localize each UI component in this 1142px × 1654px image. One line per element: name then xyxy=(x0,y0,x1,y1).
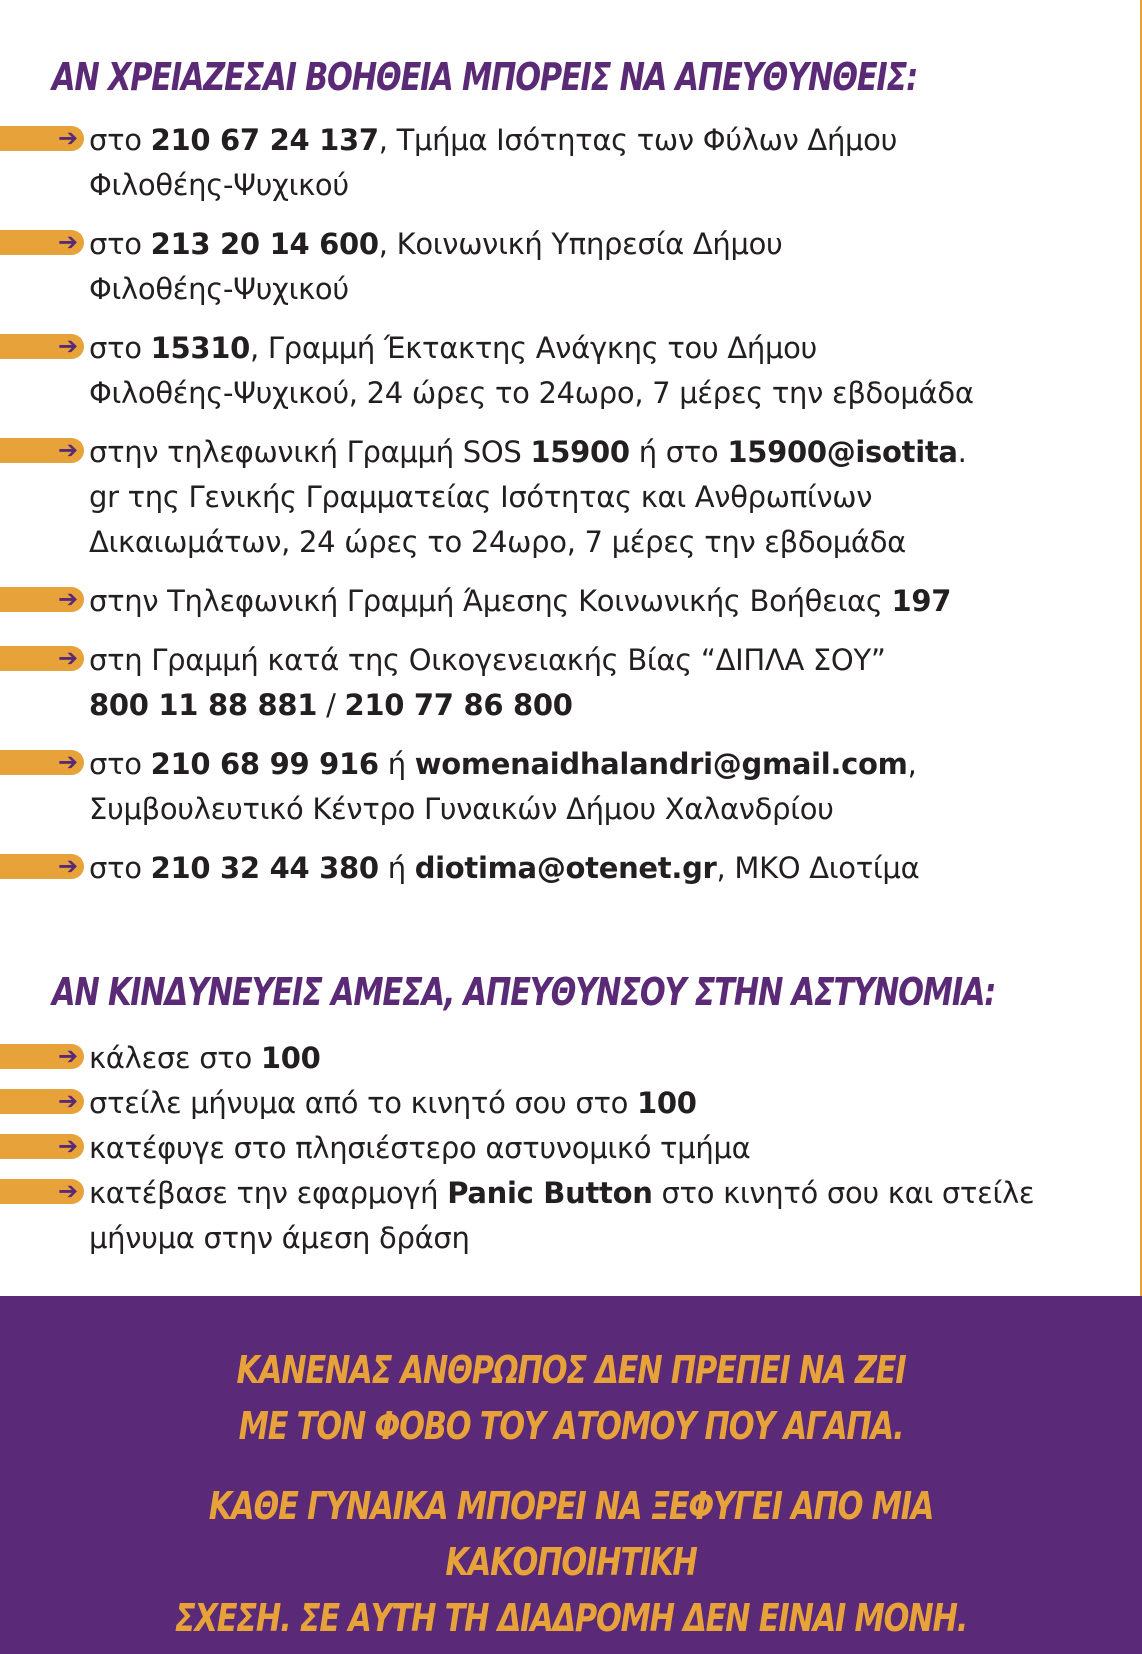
item-text: στο 210 68 99 916 ή womenaidhalandri@gmail.com, Συμβουλευτικό Κέντρο Γυναικών Δήμου Χαλανδρίου xyxy=(89,747,917,826)
help-item-women-center xyxy=(0,742,1142,832)
email-link[interactable]: 15900@isotita xyxy=(727,435,958,469)
arrow-right-icon: ➔ xyxy=(57,228,79,256)
help-item-emergency-line xyxy=(0,326,1142,416)
arrow-right-icon: ➔ xyxy=(57,644,79,672)
item-text: κάλεσε στο 100 xyxy=(89,1041,321,1075)
phone-number[interactable]: 210 68 99 916 xyxy=(150,747,379,781)
help-heading: ΑΝ ΧΡΕΙΑΖΕΣΑΙ ΒΟΗΘΕΙΑ ΜΠΟΡΕΙΣ ΝΑ ΑΠΕΥΘΥΝΘΕΙΣ: xyxy=(52,55,918,99)
help-contact-list xyxy=(0,118,1142,905)
item-text: στο 210 32 44 380 ή diotima@otenet.gr, ΜΚΟ Διοτίμα xyxy=(89,851,920,885)
phone-number[interactable]: 15900 xyxy=(530,435,630,469)
item-text: κατέφυγε στο πλησιέστερο αστυνομικό τμήμα xyxy=(89,1131,751,1165)
arrow-right-icon: ➔ xyxy=(57,332,79,360)
item-text: στην τηλεφωνική Γραμμή SOS 15900 ή στο 15900@isotita. gr της Γενικής Γραμματείας Ισότητας και Ανθρωπίνων Δικαιωμάτων, 24 ώρες το 24ωρο, 7 μέρες την εβδομάδα xyxy=(89,435,967,559)
phone-number[interactable]: 210 67 24 137 xyxy=(150,123,379,157)
item-text: στην Τηλεφωνική Γραμμή Άμεσης Κοινωνικής Βοήθειας 197 xyxy=(89,584,952,618)
arrow-right-icon: ➔ xyxy=(57,1132,79,1160)
police-heading: ΑΝ ΚΙΝΔΥΝΕΥΕΙΣ ΑΜΕΣΑ, ΑΠΕΥΘΥΝΣΟΥ ΣΤΗΝ ΑΣΤΥΝΟΜΙΑ: xyxy=(52,970,996,1014)
slogan-fear: ΚΑΝΕΝΑΣ ΑΝΘΡΩΠΟΣ ΔΕΝ ΠΡΕΠΕΙ ΝΑ ΖΕΙ ΜΕ ΤΟΝ ΦΟΒΟ ΤΟΥ ΑΤΟΜΟΥ ΠΟΥ ΑΓΑΠΑ. xyxy=(236,1348,906,1448)
help-item-social-service xyxy=(0,222,1142,312)
help-item-sos-line xyxy=(0,430,1142,565)
email-link[interactable]: diotima@otenet.gr xyxy=(414,851,717,885)
item-text: στο 210 67 24 137, Τμήμα Ισότητας των Φύλων Δήμου Φιλοθέης-Ψυχικού xyxy=(89,123,898,202)
footer-banner xyxy=(0,1296,1142,1654)
police-item-panic-button xyxy=(0,1171,1142,1261)
help-item-domestic-violence-line xyxy=(0,638,1142,728)
police-item-call xyxy=(0,1036,1142,1081)
item-text: στη Γραμμή κατά της Οικογενειακής Βίας “ΔΙΠΛΑ ΣΟΥ” 800 11 88 881 / 210 77 86 800 xyxy=(89,643,886,722)
phone-number[interactable]: 210 32 44 380 xyxy=(150,851,379,885)
phone-number[interactable]: 100 xyxy=(636,1086,697,1120)
police-action-list xyxy=(0,1036,1142,1261)
item-text: στείλε μήνυμα από το κινητό σου στο 100 xyxy=(89,1086,697,1120)
police-item-sms xyxy=(0,1081,1142,1126)
phone-number[interactable]: 800 11 88 881 xyxy=(89,688,318,722)
slogan-escape: ΚΑΘΕ ΓΥΝΑΙΚΑ ΜΠΟΡΕΙ ΝΑ ΞΕΦΥΓΕΙ ΑΠΟ ΜΙΑ ΚΑΚΟΠΟΙΗΤΙΚΗ ΣΧΕΣΗ. ΣΕ ΑΥΤΗ ΤΗ ΔΙΑΔΡΟΜΗ ΔΕΝ ΕΙΝΑΙ ΜΟΝΗ. xyxy=(174,1484,968,1640)
arrow-right-icon: ➔ xyxy=(57,1042,79,1070)
item-text: στο 213 20 14 600, Κοινωνική Υπηρεσία Δήμου Φιλοθέης-Ψυχικού xyxy=(89,227,783,306)
help-item-social-assistance xyxy=(0,579,1142,624)
arrow-right-icon: ➔ xyxy=(57,852,79,880)
phone-number[interactable]: 15310 xyxy=(150,331,251,365)
item-text: στο 15310, Γραμμή Έκτακτης Ανάγκης του Δήμου Φιλοθέης-Ψυχικού, 24 ώρες το 24ωρο, 7 μέρες την εβδομάδα xyxy=(89,331,974,410)
item-text: κατέβασε την εφαρμογή Panic Button στο κινητό σου και στείλε μήνυμα στην άμεση δράση xyxy=(89,1176,1035,1255)
phone-number[interactable]: 100 xyxy=(260,1041,321,1075)
arrow-right-icon: ➔ xyxy=(57,124,79,152)
arrow-right-icon: ➔ xyxy=(57,585,79,613)
phone-number[interactable]: 210 77 86 800 xyxy=(344,688,573,722)
arrow-right-icon: ➔ xyxy=(57,1087,79,1115)
phone-number[interactable]: 213 20 14 600 xyxy=(150,227,379,261)
help-item-equality-office xyxy=(0,118,1142,208)
police-item-station xyxy=(0,1126,1142,1171)
arrow-right-icon: ➔ xyxy=(57,436,79,464)
arrow-right-icon: ➔ xyxy=(57,748,79,776)
help-item-diotima xyxy=(0,846,1142,891)
arrow-right-icon: ➔ xyxy=(57,1177,79,1205)
phone-number[interactable]: 197 xyxy=(891,584,952,618)
app-name: Panic Button xyxy=(447,1176,653,1210)
email-link[interactable]: womenaidhalandri@gmail.com xyxy=(414,747,908,781)
